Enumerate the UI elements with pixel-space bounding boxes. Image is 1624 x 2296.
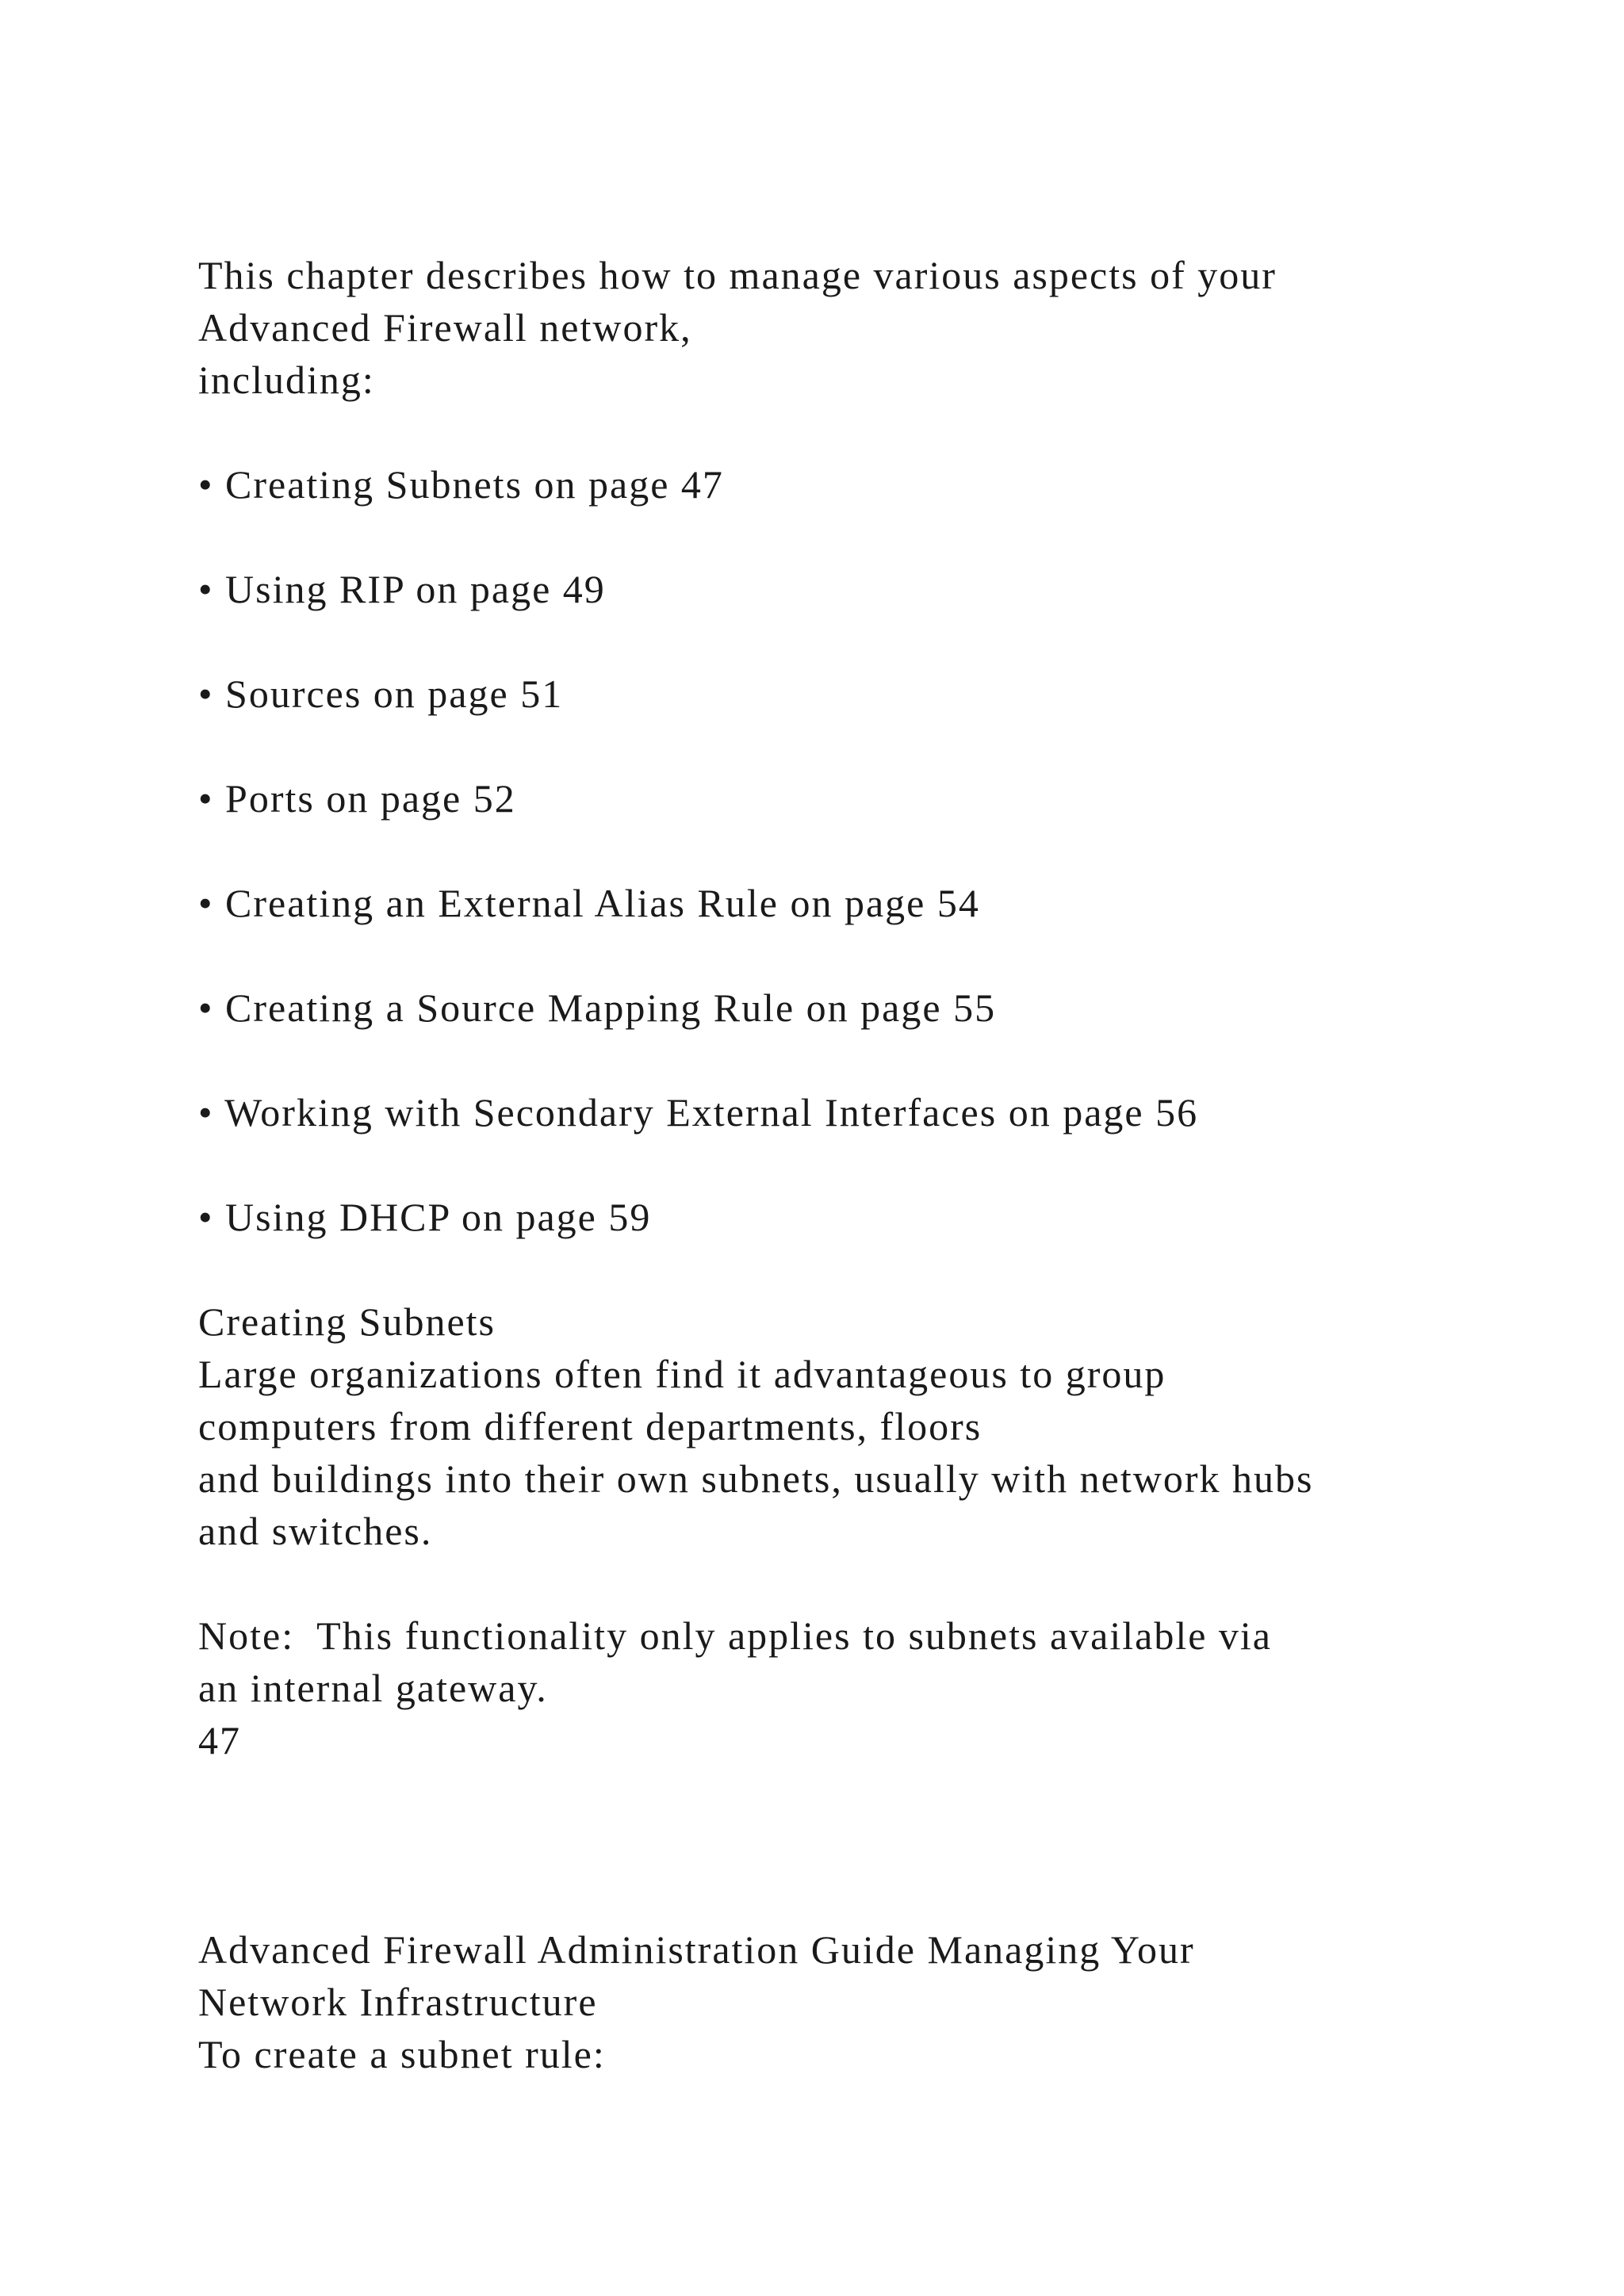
body-line: and buildings into their own subnets, usually with network hubs <box>198 1456 1314 1501</box>
running-header-line: Advanced Firewall Administration Guide Managing Your <box>198 1927 1195 1972</box>
toc-item: • Ports on page 52 <box>198 776 516 821</box>
toc-item: • Sources on page 51 <box>198 672 564 716</box>
toc-item: • Working with Secondary External Interfaces on page 56 <box>198 1090 1199 1135</box>
next-step-line: To create a subnet rule: <box>198 2032 606 2076</box>
body-line: and switches. <box>198 1509 433 1553</box>
toc-item: • Using DHCP on page 59 <box>198 1195 652 1239</box>
toc-item: • Creating a Source Mapping Rule on page 55 <box>198 985 997 1030</box>
body-line: computers from different departments, floors <box>198 1404 982 1448</box>
toc-item: • Creating an External Alias Rule on page 54 <box>198 881 980 925</box>
toc-item: • Using RIP on page 49 <box>198 567 606 611</box>
toc-item: • Creating Subnets on page 47 <box>198 462 724 507</box>
running-header-line: Network Infrastructure <box>198 1980 598 2024</box>
note-line: Note: This functionality only applies to subnets available via <box>198 1613 1273 1658</box>
page-number: 47 <box>198 1718 241 1762</box>
intro-line: including: <box>198 358 375 402</box>
note-line: an internal gateway. <box>198 1666 548 1710</box>
body-line: Large organizations often find it advantageous to group <box>198 1352 1166 1396</box>
section-heading: Creating Subnets <box>198 1299 496 1344</box>
intro-line: This chapter describes how to manage various aspects of your <box>198 253 1277 297</box>
intro-line: Advanced Firewall network, <box>198 305 692 350</box>
